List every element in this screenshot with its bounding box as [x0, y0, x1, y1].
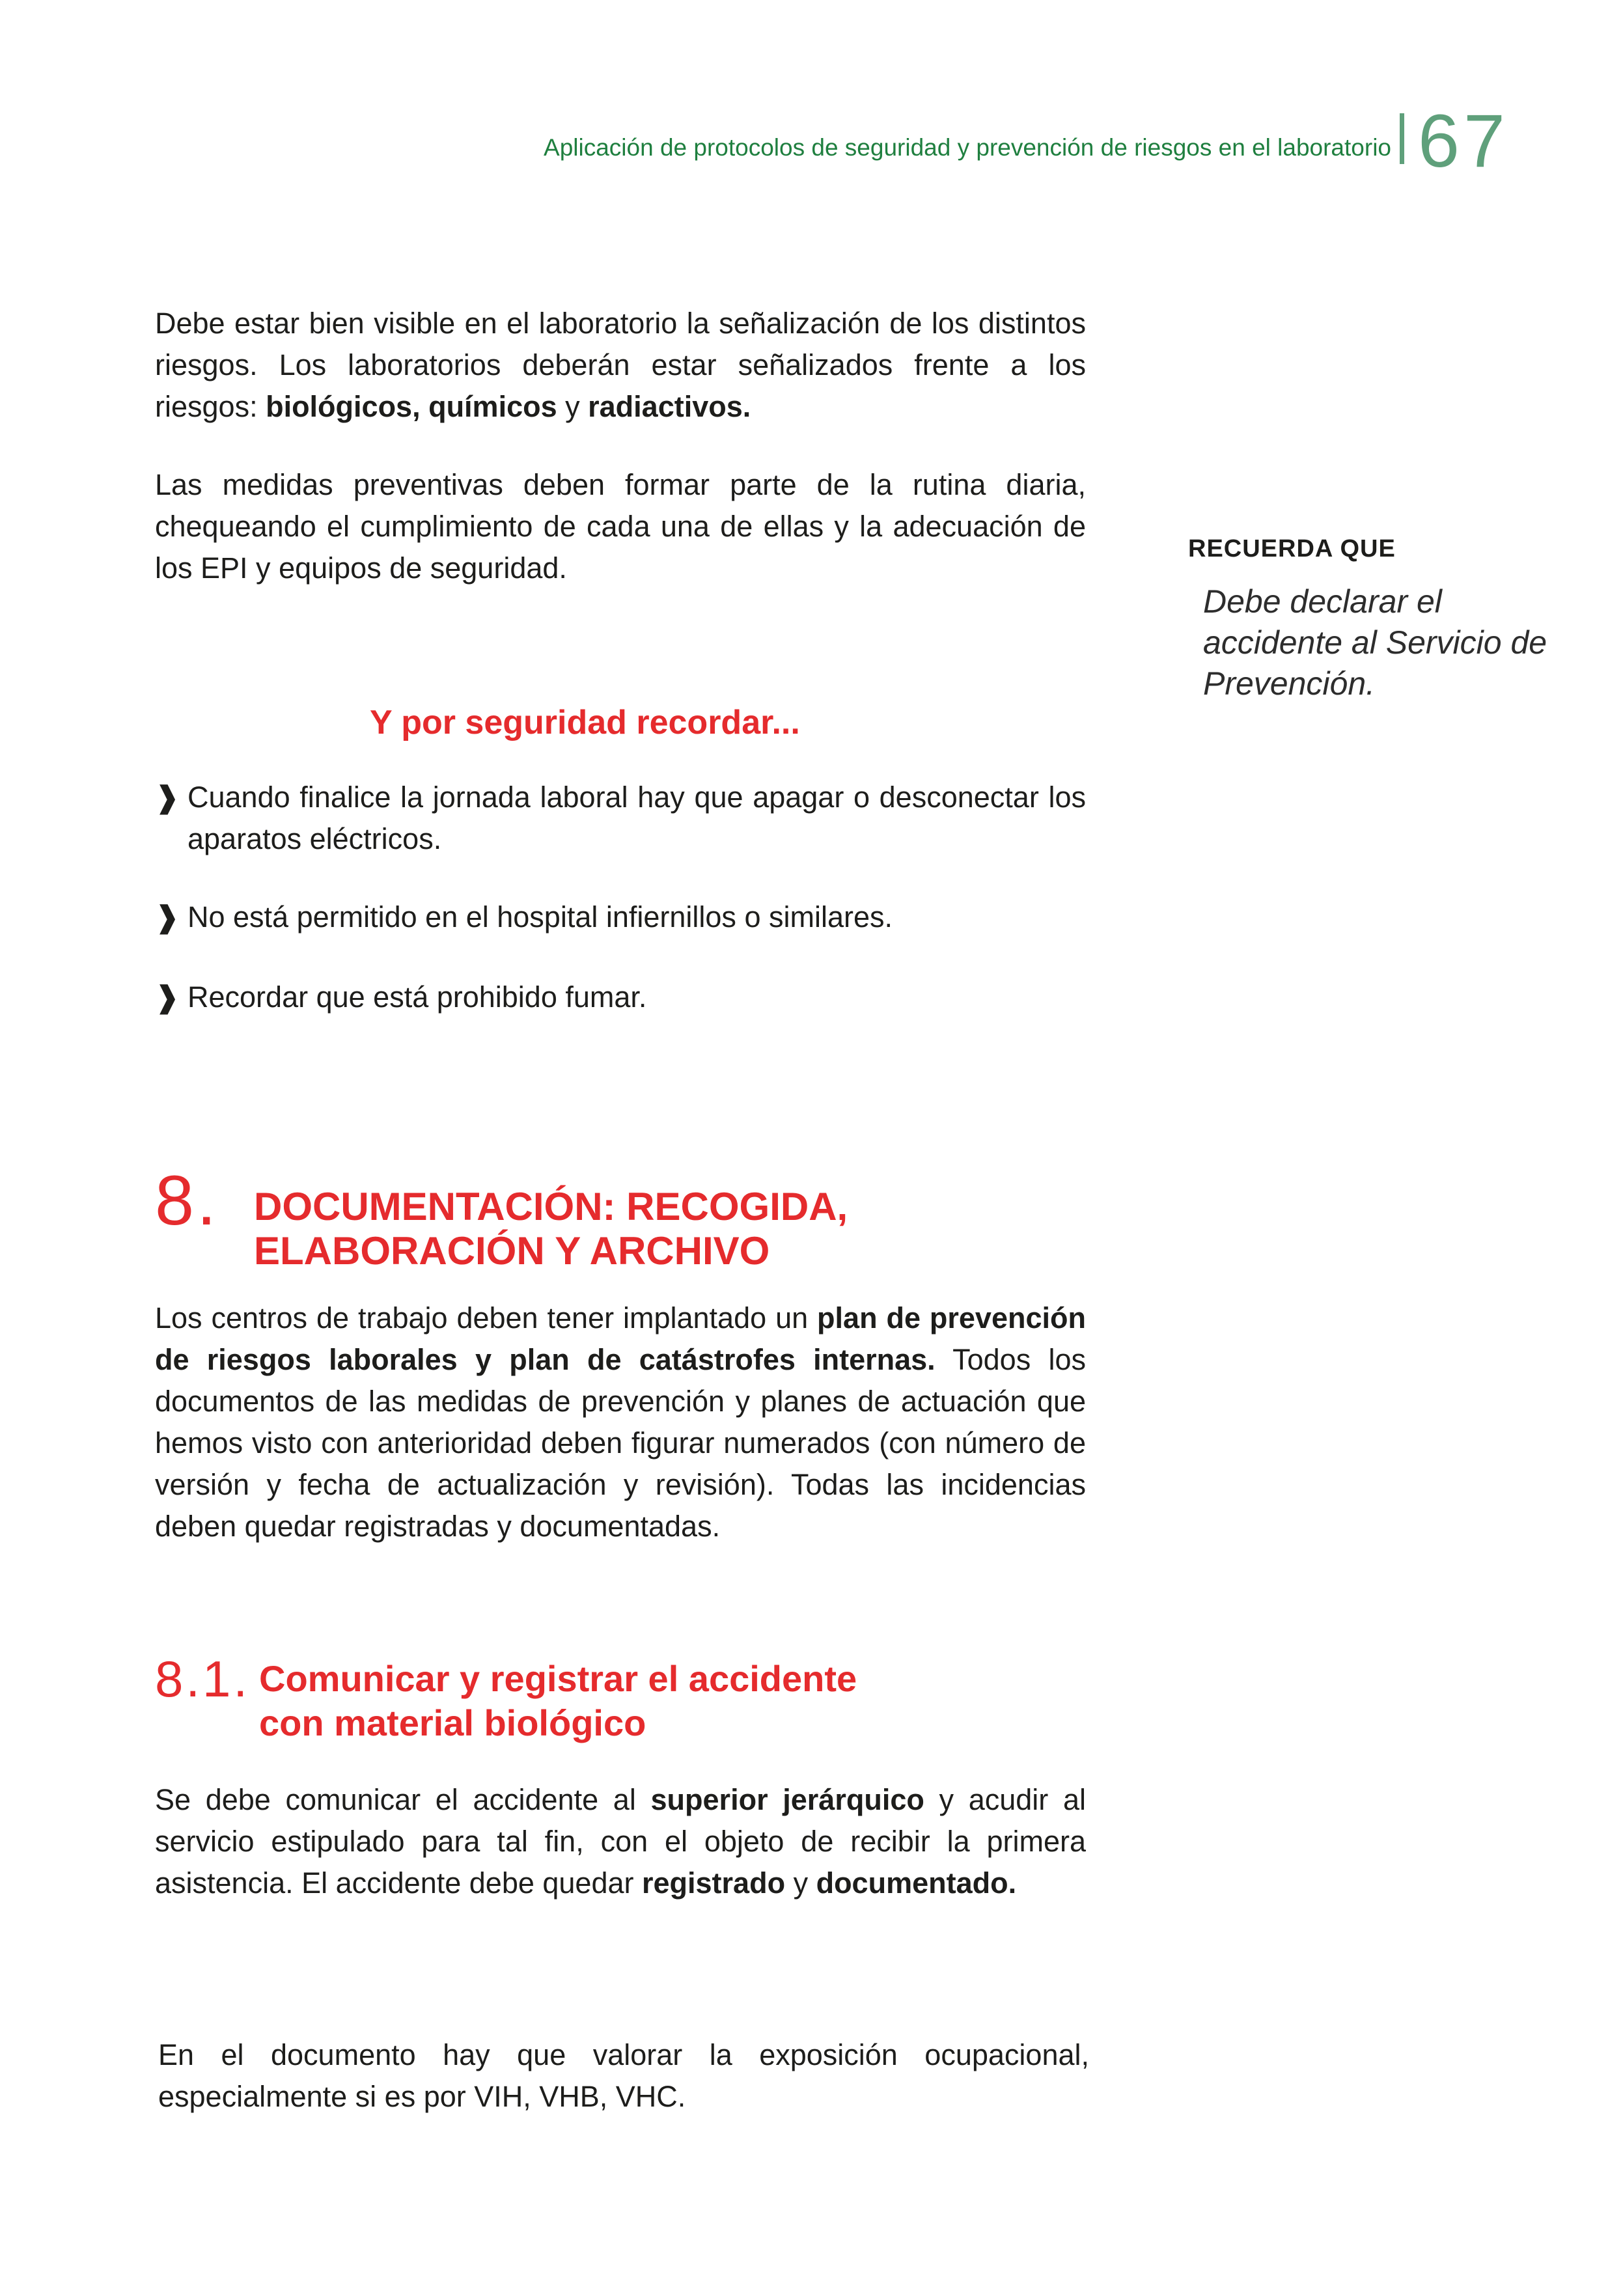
- subsection-title-line: con material biológico: [259, 1702, 646, 1743]
- text-run: y acudir al servicio estipulado para tal fin, con el objeto de recibir la primera asistencia. El accidente debe quedar: [155, 1783, 1086, 1900]
- list-item: [155, 976, 1086, 1018]
- sidebar-text: Debe declarar el accidente al Servicio de Prevención.: [1203, 583, 1547, 702]
- text-run: Se debe comunicar el accidente al: [155, 1783, 651, 1816]
- bold-run: radiactivos.: [588, 390, 751, 423]
- list-item-text: Cuando finalice la jornada laboral hay que apagar o desconectar los aparatos eléctricos.: [187, 781, 1086, 855]
- text-run: Debe estar bien visible en el laboratorio la señalización de los distintos riesgos. Los laboratorios deberán estar señalizados frente a los riesgos:: [155, 307, 1086, 423]
- text-run: y: [557, 390, 589, 423]
- bullet-marker-icon: ❱: [155, 980, 180, 1014]
- list-item-text: No está permitido en el hospital infiernillos o similares.: [187, 900, 893, 934]
- bold-run: plan de prevención de riesgos laborales y plan de catástrofes internas.: [155, 1301, 1086, 1376]
- bold-run: biológicos, químicos: [266, 390, 557, 423]
- bold-run: documentado.: [816, 1866, 1017, 1900]
- intro-paragraph-signage: [155, 303, 1086, 428]
- text-run: y: [785, 1866, 816, 1900]
- subsection-paragraph-exposure: En el documento hay que valorar la exposición ocupacional, especialmente si es por VIH, VHB, VHC.: [158, 2038, 1089, 2113]
- list-item: [155, 896, 1086, 938]
- subsection-number: 8.1.: [155, 1650, 251, 1708]
- intro-paragraph-preventive-measures: Las medidas preventivas deben formar parte de la rutina diaria, chequeando el cumplimiento de cada una de ellas y la adecuación de los EPI y equipos de seguridad.: [155, 468, 1086, 585]
- subsection-title: [259, 1657, 1105, 1745]
- running-head: Aplicación de protocolos de seguridad y prevención de riesgos en el laboratorio: [544, 134, 1391, 161]
- section-paragraph-documentation: [155, 1297, 1086, 1547]
- page-number: 67: [1418, 100, 1509, 183]
- reminders-heading: Y por seguridad recordar...: [370, 704, 800, 741]
- section-title-line: ELABORACIÓN Y ARCHIVO: [254, 1229, 770, 1273]
- bullet-marker-icon: ❱: [155, 781, 180, 814]
- text-run: Todos los documentos de las medidas de prevención y planes de actuación que hemos visto con anterioridad deben figurar numerados (con número de versión y fecha de actualización y revisión). Todas las incidencias deben quedar registradas y documentadas.: [155, 1343, 1086, 1543]
- subsection-title-line: Comunicar y registrar el accidente: [259, 1658, 857, 1699]
- text-run: Los centros de trabajo deben tener implantado un: [155, 1301, 818, 1335]
- bold-run: superior jerárquico: [650, 1783, 924, 1816]
- section-title-line: DOCUMENTACIÓN: RECOGIDA,: [254, 1185, 848, 1228]
- sidebar-title: RECUERDA QUE: [1188, 535, 1396, 562]
- list-item: [155, 777, 1086, 860]
- bullet-marker-icon: ❱: [155, 900, 180, 934]
- page-number-divider: [1400, 113, 1404, 164]
- section-title: [254, 1185, 1100, 1273]
- section-number: 8.: [155, 1161, 219, 1239]
- bold-run: registrado: [642, 1866, 786, 1900]
- list-item-text: Recordar que está prohibido fumar.: [187, 980, 647, 1014]
- subsection-paragraph-communicate: [155, 1779, 1086, 1904]
